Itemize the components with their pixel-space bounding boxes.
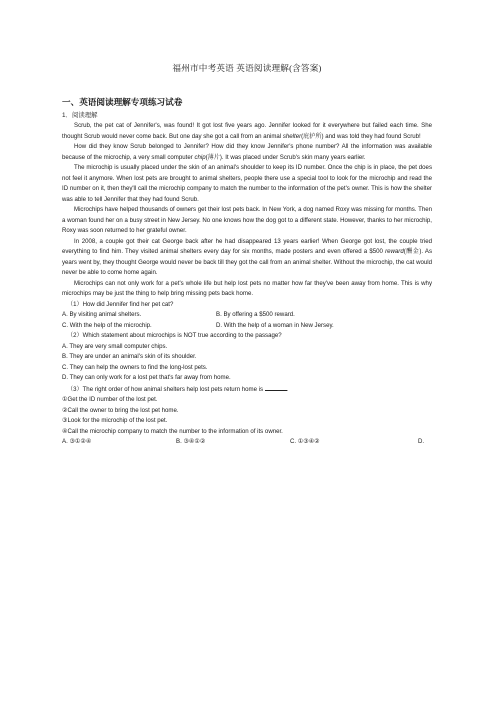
q2-option-c: C. They can help the owners to find the long-lost pets.: [62, 363, 208, 371]
question-1-options-row-2: [62, 321, 432, 332]
term-reward: reward: [385, 248, 404, 255]
q3-option-b: B. ③④①②: [176, 438, 206, 445]
subsection-title: 1．阅读理解: [62, 112, 98, 119]
document-page: [62, 62, 432, 448]
q3-option-a: A. ③①②④: [62, 438, 92, 445]
step-1: ①Get the ID number of the lost pet.: [62, 396, 158, 403]
q3-option-c: C. ①③④②: [290, 438, 320, 445]
term-chip: chip: [194, 153, 206, 161]
step-4: ④Call the microchip company to match the number to the information of its owner.: [62, 427, 283, 435]
paragraph-5: In 2008, a couple got their cat George back after he had disappeared 13 years earlier! When George got lost, the couple tried everything to find him. They visited animal shelters every day for six months, made posters and even offered a $500 reward(酬金). As years went by, they thought George would never be back till they got the call from an animal shelter. Without the microchip, the cat would never be able to come home again.: [62, 237, 432, 276]
question-1: （1）How did Jennifer find her pet cat?: [67, 300, 174, 308]
question-3: （3）The right order of how animal shelters help lost pets return home is .: [67, 385, 289, 393]
q1-option-b: B. By offering a $500 reward.: [216, 311, 295, 318]
q1-option-d: D. With the help of a woman in New Jersey.: [216, 321, 334, 329]
step-3: ③Look for the microchip of the lost pet.: [62, 417, 168, 424]
document-title: 福州市中考英语 英语阅读理解(含答案): [172, 63, 322, 73]
answer-blank: [265, 384, 287, 391]
q1-option-a: A. By visiting animal shelters.: [62, 311, 142, 318]
question-3-options: [62, 437, 432, 448]
q1-option-c: C. With the help of the microchip.: [62, 321, 152, 329]
q3-option-d: D.: [418, 438, 425, 445]
step-2: ②Call the owner to bring the lost pet home.: [62, 406, 179, 414]
section-title: 一、英语阅读理解专项练习试卷: [62, 97, 183, 107]
paragraph-2: How did they know Scrub belonged to Jennifer? How did they know Jennifer's phone number? All the information was available because of the microchip, a very small computer chip(薄片). It was placed under Scrub's skin many years earlier.: [62, 143, 432, 161]
paragraph-6: Microchips can not only work for a pet's whole life but help lost pets no matter how far they've been away from home. This is why microchips may be just the thing to help bring missing pets back home.: [62, 279, 432, 297]
q2-option-d: D. They can only work for a lost pet that's far away from home.: [62, 374, 231, 381]
q2-option-a: A. They are very small computer chips.: [62, 342, 168, 350]
paragraph-3: The microchip is usually placed under the skin of an animal's shoulder to keep its ID number. Once the chip is in place, the pet does not feel it anymore. When lost pets are brought to animal shelters, people there use a special tool to look for the microchip and read the ID number on it, then they'll call the microchip company to match the number to the information of the pet's owner. This is how the shelter was able to tell Jennifer that they had found Scrub.: [62, 164, 432, 203]
paragraph-1: Scrub, the pet cat of Jennifer's, was found! It got lost five years ago. Jennifer looked for it everywhere but failed each time. She thought Scrub would never come back. But one day she got a call from an animal shelter(庇护所) and was told they had found Scrub!: [62, 122, 432, 140]
question-2: （2）Which statement about microchips is NOT true according to the passage?: [67, 332, 282, 339]
q2-option-b: B. They are under an animal's skin of its shoulder.: [62, 353, 197, 360]
question-1-options-row-1: [62, 310, 432, 321]
term-shelter: shelter: [282, 132, 302, 140]
paragraph-4: Microchips have helped thousands of owners get their lost pets back. In New York, a dog named Roxy was missing for months. Then a woman found her on a busy street in New Jersey. No one knows how the dog got to a different state. However, thanks to her microchip, Roxy was soon returned to her grateful owner.: [62, 206, 432, 234]
